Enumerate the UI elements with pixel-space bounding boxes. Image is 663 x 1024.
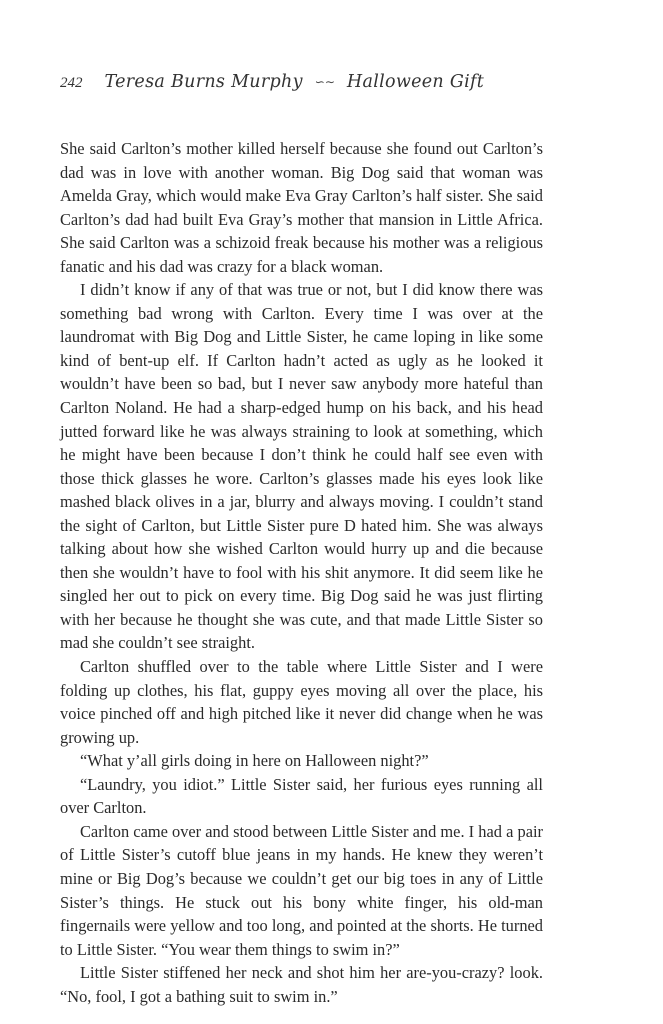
page-number: 242 — [60, 75, 83, 91]
body-text — [60, 137, 543, 1008]
paragraph: I didn’t know if any of that was true or not, but I did know there was something bad wrong with Carlton. Every time I was over at the laundromat with Big Dog and Little Sister, he came loping in like some kind of bent-up elf. If Carlton hadn’t acted as ugly as he looked it wouldn’t have been so bad, but I never saw anybody more hateful than Carlton Noland. He had a sharp-edged hump on his back, and his head jutted forward like he was always straining to look at something, which he might have been because I don’t think he could half see even with those thick glasses he wore. Carlton’s glasses made his eyes look like mashed black olives in a jar, blurry and always moving. I couldn’t stand the sight of Carlton, but Little Sister pure D hated him. She was always talking about how she wished Carlton would hurry up and die because then she wouldn’t have to fool with his shit anymore. It did seem like he singled her out to pick on every time. Big Dog said he was just flirting with her because he thought she was cute, and that made Little Sister so mad she couldn’t see straight. — [60, 280, 543, 653]
running-head-author: Teresa Burns Murphy — [104, 72, 303, 92]
ornament-icon: ∽∼ — [314, 75, 335, 89]
paragraph: Carlton shuffled over to the table where Little Sister and I were folding up clothes, his flat, guppy eyes moving all over the place, his voice pinched off and high pitched like it never did change when he was growing up. — [60, 657, 543, 747]
dialogue-paragraph: “Laundry, you idiot.” Little Sister said, her furious eyes running all over Carlton. — [60, 774, 543, 818]
dialogue-paragraph: “What y’all girls doing in here on Halloween night?” — [80, 751, 429, 771]
paragraph: She said Carlton’s mother killed herself because she found out Carlton’s dad was in love with another woman. Big Dog said that woman was Amelda Gray, which would make Eva Gray Carlton’s half sister. She said Carlton’s dad had built Eva Gray’s mother that mansion in Little Africa. She said Carlton was a schizoid freak because his mother was a religious fanatic and his dad was crazy for a black woman. — [60, 139, 543, 276]
running-head — [60, 72, 484, 98]
paragraph: Carlton came over and stood between Little Sister and me. I had a pair of Little Sister’s cutoff blue jeans in my hands. He knew they weren’t mine or Big Dog’s because we couldn’t get our big toes in any of Little Sister’s things. He stuck out his bony white finger, his old-man fingernails were yellow and too long, and pointed at the shorts. He turned to Little Sister. “You wear them things to swim in?” — [60, 821, 543, 959]
running-head-title: Halloween Gift — [346, 72, 485, 92]
dialogue-paragraph: Little Sister stiffened her neck and shot him her are-you-crazy? look. “No, fool, I got a bathing suit to swim in.” — [60, 963, 543, 1006]
